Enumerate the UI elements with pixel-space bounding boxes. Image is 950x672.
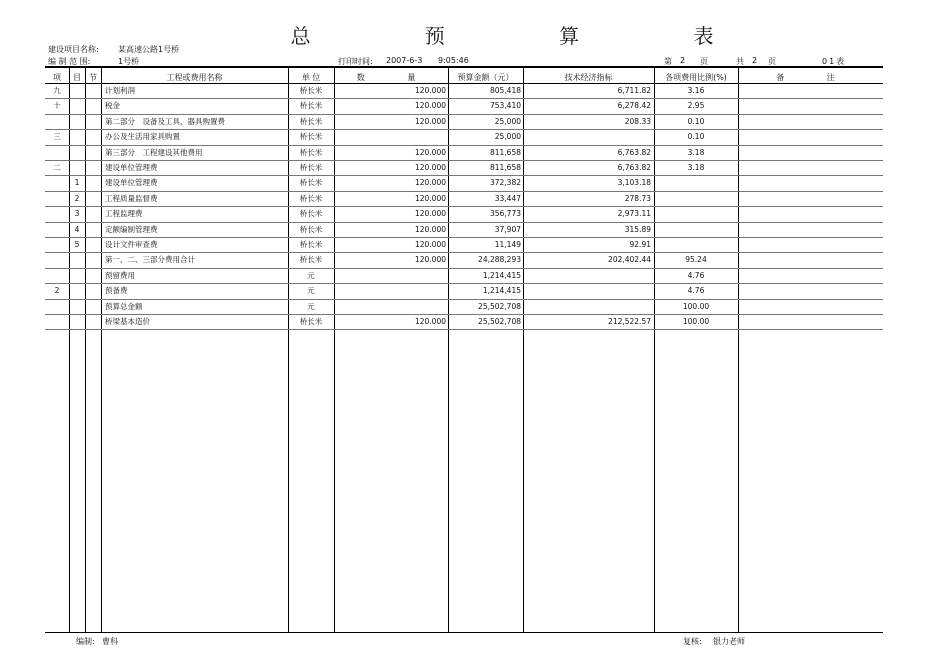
- cell-amount: 811,658: [489, 147, 521, 157]
- header-note: 备 注: [776, 73, 855, 82]
- cell-ratio: 3.18: [687, 147, 705, 157]
- cell-unit: 桥长米: [299, 240, 323, 249]
- cell-qty: 120.000: [414, 255, 446, 265]
- cell-amount: 25,000: [494, 132, 521, 142]
- cell-index: 208.33: [624, 116, 651, 126]
- cell-unit: 元: [307, 286, 315, 296]
- cell-index: 6,278.42: [617, 101, 651, 111]
- cell-amount: 372,382: [489, 178, 521, 188]
- cell-mu: 1: [74, 178, 80, 188]
- row-separator: [45, 329, 883, 330]
- cell-name: 税金: [105, 101, 120, 111]
- cell-ratio: 2.95: [687, 101, 705, 111]
- cell-index: 6,763.82: [617, 163, 651, 172]
- cell-ratio: 3.16: [687, 86, 705, 95]
- cell-amount: 25,502,708: [478, 317, 521, 326]
- cell-unit: 桥长米: [299, 224, 323, 234]
- table-bottom-rule: [45, 632, 883, 633]
- col-divider: [738, 67, 739, 633]
- header-mu: 目: [73, 73, 81, 82]
- cell-name: 预留费用: [105, 270, 135, 280]
- cell-unit: 元: [307, 270, 315, 280]
- cell-name: 预备费: [105, 286, 128, 296]
- table-top-rule: [45, 66, 883, 68]
- cell-ratio: 4.76: [687, 286, 705, 296]
- cell-index: 2,973.11: [617, 209, 651, 219]
- cell-xiang: 2: [54, 286, 60, 296]
- total-unit: 页: [768, 57, 776, 66]
- cell-name: 计划利润: [105, 86, 135, 95]
- cell-ratio: 100.00: [682, 301, 710, 311]
- cell-index: 3,103.18: [617, 178, 651, 188]
- cell-name: 桥梁基本造价: [105, 317, 150, 326]
- page-number: 2: [680, 56, 686, 65]
- prepared-label: 编制:: [76, 637, 95, 646]
- cell-amount: 1,214,415: [482, 270, 521, 280]
- cell-qty: 120.000: [414, 209, 446, 219]
- col-divider: [85, 67, 86, 633]
- header-ratio: 各项费用比例(%): [665, 73, 727, 82]
- cell-unit: 桥长米: [299, 178, 323, 188]
- cell-unit: 桥长米: [299, 86, 323, 95]
- cell-mu: 3: [74, 209, 80, 219]
- review-name: 银力老师: [713, 637, 745, 646]
- cell-qty: 120.000: [414, 147, 446, 157]
- cell-qty: 120.000: [414, 193, 446, 203]
- total-prefix: 共: [736, 57, 744, 66]
- cell-amount: 356,773: [489, 209, 521, 219]
- cell-unit: 桥长米: [299, 193, 323, 203]
- cell-qty: 120.000: [414, 240, 446, 249]
- cell-unit: 桥长米: [299, 317, 323, 326]
- cell-qty: 120.000: [414, 224, 446, 234]
- col-divider: [101, 67, 102, 633]
- cell-ratio: 100.00: [682, 317, 710, 326]
- cell-xiang: 十: [53, 101, 61, 111]
- cell-name: 第三部分 工程建设其他费用: [105, 147, 203, 157]
- print-label: 打印时间:: [338, 57, 373, 66]
- cell-unit: 桥长米: [299, 132, 323, 142]
- cell-ratio: 3.18: [687, 163, 705, 172]
- cell-amount: 805,418: [489, 86, 521, 95]
- page-unit: 页: [700, 57, 708, 66]
- cell-amount: 11,149: [494, 240, 521, 249]
- scope-name: 1号桥: [118, 57, 140, 66]
- cell-mu: 2: [74, 193, 80, 203]
- print-time: 9:05:46: [438, 56, 469, 65]
- cell-name: 定额编制管理费: [105, 224, 158, 234]
- header-jie: 节: [89, 73, 97, 82]
- project-name: 某高速公路1号桥: [118, 45, 180, 54]
- cell-unit: 桥长米: [299, 116, 323, 126]
- cell-amount: 33,447: [494, 193, 521, 203]
- form-number: 01表: [822, 57, 847, 66]
- cell-index: 315.89: [624, 224, 651, 234]
- cell-qty: 120.000: [414, 116, 446, 126]
- cell-index: 6,763.82: [617, 147, 651, 157]
- cell-xiang: 三: [53, 132, 61, 142]
- header-amount: 预算金额（元）: [457, 73, 514, 82]
- cell-mu: 5: [74, 240, 80, 249]
- cell-name: 第一、二、三部分费用合计: [105, 255, 195, 265]
- cell-index: 6,711.82: [617, 86, 651, 95]
- cell-unit: 桥长米: [299, 101, 323, 111]
- scope-label: 编 制 范 围:: [48, 57, 91, 66]
- cell-name: 办公及生活用家具购置: [105, 132, 180, 142]
- cell-amount: 25,000: [494, 116, 521, 126]
- cell-qty: 120.000: [414, 86, 446, 95]
- header-xiang: 项: [53, 73, 61, 82]
- cell-unit: 桥长米: [299, 147, 323, 157]
- header-index: 技术经济指标: [564, 73, 613, 82]
- cell-name: 工程监理费: [105, 209, 143, 219]
- project-label: 建设项目名称:: [48, 45, 99, 54]
- cell-qty: 120.000: [414, 101, 446, 111]
- cell-name: 设计文件审查费: [105, 240, 158, 249]
- cell-xiang: 二: [53, 163, 61, 172]
- review-label: 复核:: [683, 637, 702, 646]
- cell-amount: 753,410: [489, 101, 521, 111]
- cell-index: 202,402.44: [608, 255, 651, 265]
- total-pages: 2: [752, 56, 758, 65]
- cell-amount: 37,907: [494, 224, 521, 234]
- cell-mu: 4: [74, 224, 80, 234]
- header-unit: 单 位: [301, 73, 321, 82]
- cell-name: 建设单位管理费: [105, 178, 158, 188]
- cell-qty: 120.000: [414, 317, 446, 326]
- prepared-name: 曹科: [102, 637, 118, 646]
- cell-unit: 桥长米: [299, 209, 323, 219]
- cell-amount: 24,288,293: [478, 255, 521, 265]
- cell-unit: 桥长米: [299, 163, 323, 172]
- cell-index: 278.73: [624, 193, 651, 203]
- cell-amount: 25,502,708: [478, 301, 521, 311]
- cell-name: 第二部分 设备及工具、器具购置费: [105, 116, 225, 126]
- cell-ratio: 0.10: [687, 132, 705, 142]
- page-title: 总 预 算 表: [290, 24, 768, 48]
- page-prefix: 第: [664, 57, 672, 66]
- cell-index: 212,522.57: [608, 317, 651, 326]
- cell-name: 预算总金额: [105, 301, 143, 311]
- cell-amount: 811,658: [489, 163, 521, 172]
- cell-unit: 元: [307, 301, 315, 311]
- cell-unit: 桥长米: [299, 255, 323, 265]
- cell-name: 工程质量监督费: [105, 193, 158, 203]
- cell-name: 建设单位管理费: [105, 163, 158, 172]
- cell-ratio: 95.24: [685, 255, 707, 265]
- cell-ratio: 4.76: [687, 270, 705, 280]
- header-name: 工程或费用名称: [166, 73, 223, 82]
- col-divider: [69, 67, 70, 633]
- header-qty: 数 量: [356, 73, 436, 82]
- cell-amount: 1,214,415: [482, 286, 521, 296]
- cell-qty: 120.000: [414, 178, 446, 188]
- print-date: 2007-6-3: [386, 56, 423, 65]
- cell-ratio: 0.10: [687, 116, 705, 126]
- cell-qty: 120.000: [414, 163, 446, 172]
- cell-index: 92.91: [629, 240, 651, 249]
- cell-xiang: 九: [53, 86, 61, 95]
